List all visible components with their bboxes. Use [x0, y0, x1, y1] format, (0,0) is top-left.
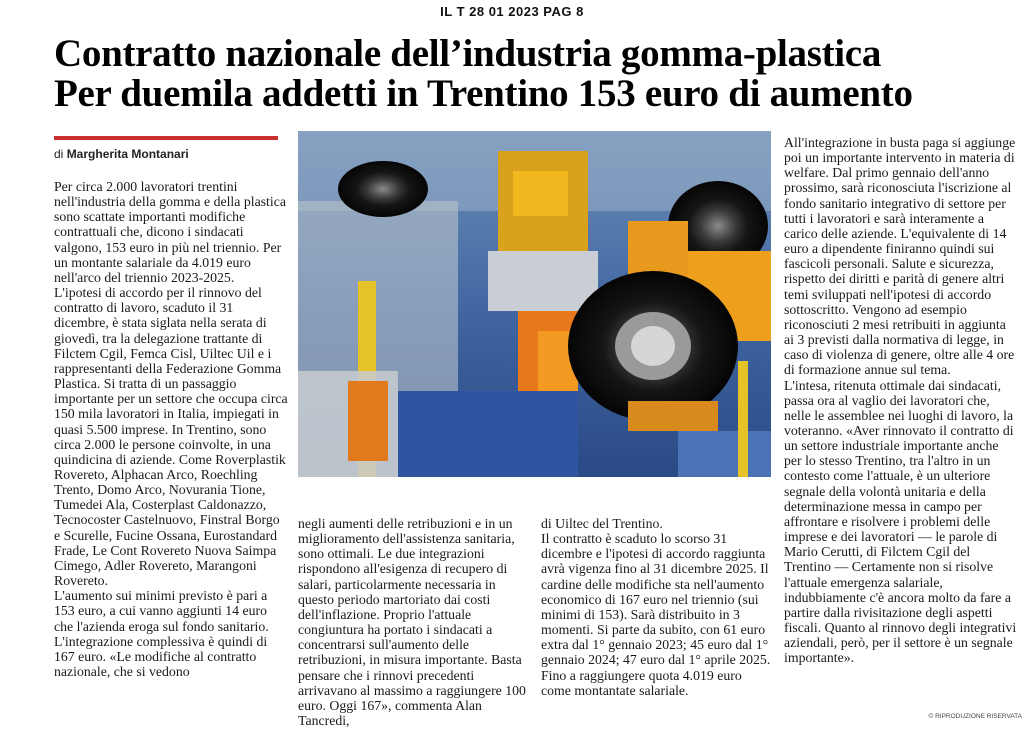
- paragraph: Per circa 2.000 lavoratori trentini nell'industria della gomma e della plastica sono scattate importanti modifiche contrattuali che, dicono i sindacati valgono, 153 euro in più nel triennio. Per un montante salariale da 4.019 euro nell'arco del triennio 2023-2025.: [54, 179, 286, 285]
- factory-photo: [298, 131, 771, 477]
- paragraph: Il contratto è scaduto lo scorso 31 dicembre e l'ipotesi di accordo raggiunta avrà vigenza fino al 31 dicembre 2025. Il cardine delle modifiche sta nell'aumento economico di 167 euro nel triennio (sui minimi di 153). Sarà distribuito in 3 momenti. Si parte da subito, con 61 euro extra dal 1° gennaio 2023; 45 euro dal 1° gennaio 2024; 47 euro dal 1° aprile 2025. Fino a raggiungere quota 4.019 euro come montantate salariale.: [541, 531, 771, 698]
- byline-prefix: di: [54, 147, 64, 161]
- headline-line-1: Contratto nazionale dell’industria gomma-plastica: [54, 32, 882, 75]
- paragraph: All'integrazione in busta paga si aggiunge poi un importante intervento in materia di welfare. Dal primo gennaio dell'anno prossimo, sarà riconosciuta l'iscrizione al fondo sanitario integrativo di settore per tutti i lavoratori e sarà interamente a carico delle aziende. L'equivalente di 14 euro a dipendente finiranno quindi sui fascicoli personali. Salute e sicurezza, rispetto dei diritti e parità di genere altri temi sviluppati nell'ipotesi di accordo sottoscritto. Vengono ad esempio riconosciuti 2 mesi retribuiti in aggiunta ai 3 previsti dalla normativa di legge, in caso di violenza di genere, oltre alle 4 ore di formazione annue sul tema.: [784, 135, 1016, 378]
- factory-photo-illustration: [298, 131, 771, 477]
- paragraph: di Uiltec del Trentino.: [541, 516, 663, 531]
- page-header: IL T 28 01 2023 PAG 8: [440, 4, 584, 19]
- accent-rule: [54, 136, 278, 140]
- article-column-4: [784, 135, 1018, 665]
- paragraph: negli aumenti delle retribuzioni e in un miglioramento dell'assistenza sanitaria, sono ottimali. Le due integrazioni rispondono all'esigenza di recupero di salari, particolarmente necessaria in questo periodo martoriato dai costi dell'inflazione. Proprio l'attuale congiuntura ha portato i sindacati a concentrarsi sull'aumento delle retribuzioni, in misura importante. Basta pensare che i rinnovi precedenti arrivavano al massimo a raggiungere 100 euro. Oggi 167», commenta Alan Tancredi,: [298, 516, 526, 729]
- article-column-2: [298, 516, 526, 728]
- headline-line-2: Per duemila addetti in Trentino 153 euro di aumento: [54, 72, 913, 115]
- byline-author: Margherita Montanari: [66, 147, 189, 161]
- article-column-3: [541, 516, 771, 698]
- paragraph: L'ipotesi di accordo per il rinnovo del contratto di lavoro, scaduto il 31 dicembre, è stata siglata nella serata di giovedì, tra la delegazione trattante di Filctem Cgil, Femca Cisl, Uiltec Uil e i rappresentanti della Federazione Gomma Plastica. Si tratta di un passaggio importante per un settore che occupa circa 150 mila lavoratori in Italia, impiegati in quasi 5.500 imprese. In Trentino, sono circa 2.000 le persone coinvolte, in una quindicina di aziende. Come Roverplastik Rovereto, Alphacan Arco, Roechling Trento, Domo Arco, Novurania Tione, Tumedei Ala, Costerplast Caldonazzo, Tecnocoster Castelnuovo, Finstral Borgo e Scurelle, Fucine Ossana, Eurostandard Frade, Le Cont Rovereto Nuova Saimpa Cimego, Adler Rovereto, Marangoni Rovereto.: [54, 285, 288, 589]
- headline: [54, 34, 1014, 114]
- paragraph: L'aumento sui minimi previsto è pari a 153 euro, a cui vanno aggiunti 14 euro che l'azienda eroga sul fondo sanitario. L'integrazione complessiva è quindi di 167 euro. «Le modifiche al contratto nazionale, che si vedono: [54, 588, 269, 679]
- article-column-1: [54, 179, 288, 679]
- byline: [54, 147, 284, 161]
- copyright-notice: © RIPRODUZIONE RISERVATA: [928, 713, 1022, 720]
- paragraph: L'intesa, ritenuta ottimale dai sindacati, passa ora al vaglio dei lavoratori che, nelle le assemblee nei luoghi di lavoro, la voteranno. «Aver rinnovato il contratto di un settore industriale importante anche per lo stesso Trentino, tra l'altro in un contesto come l'attuale, è un ulteriore segnale della volontà unitaria e della determinazione messa in campo per affrontare e risolvere i problemi delle imprese e dei lavoratori — le parole di Mario Cerutti, di Filctem Cgil del Trentino — Certamente non si risolve l'attuale emergenza salariale, indubbiamente c'è ancora molto da fare a partire dalla rivisitazione degli aspetti fiscali. Quanto al rinnovo degli integrativi aziendali, però, per il settore è un segnale importante».: [784, 377, 1017, 666]
